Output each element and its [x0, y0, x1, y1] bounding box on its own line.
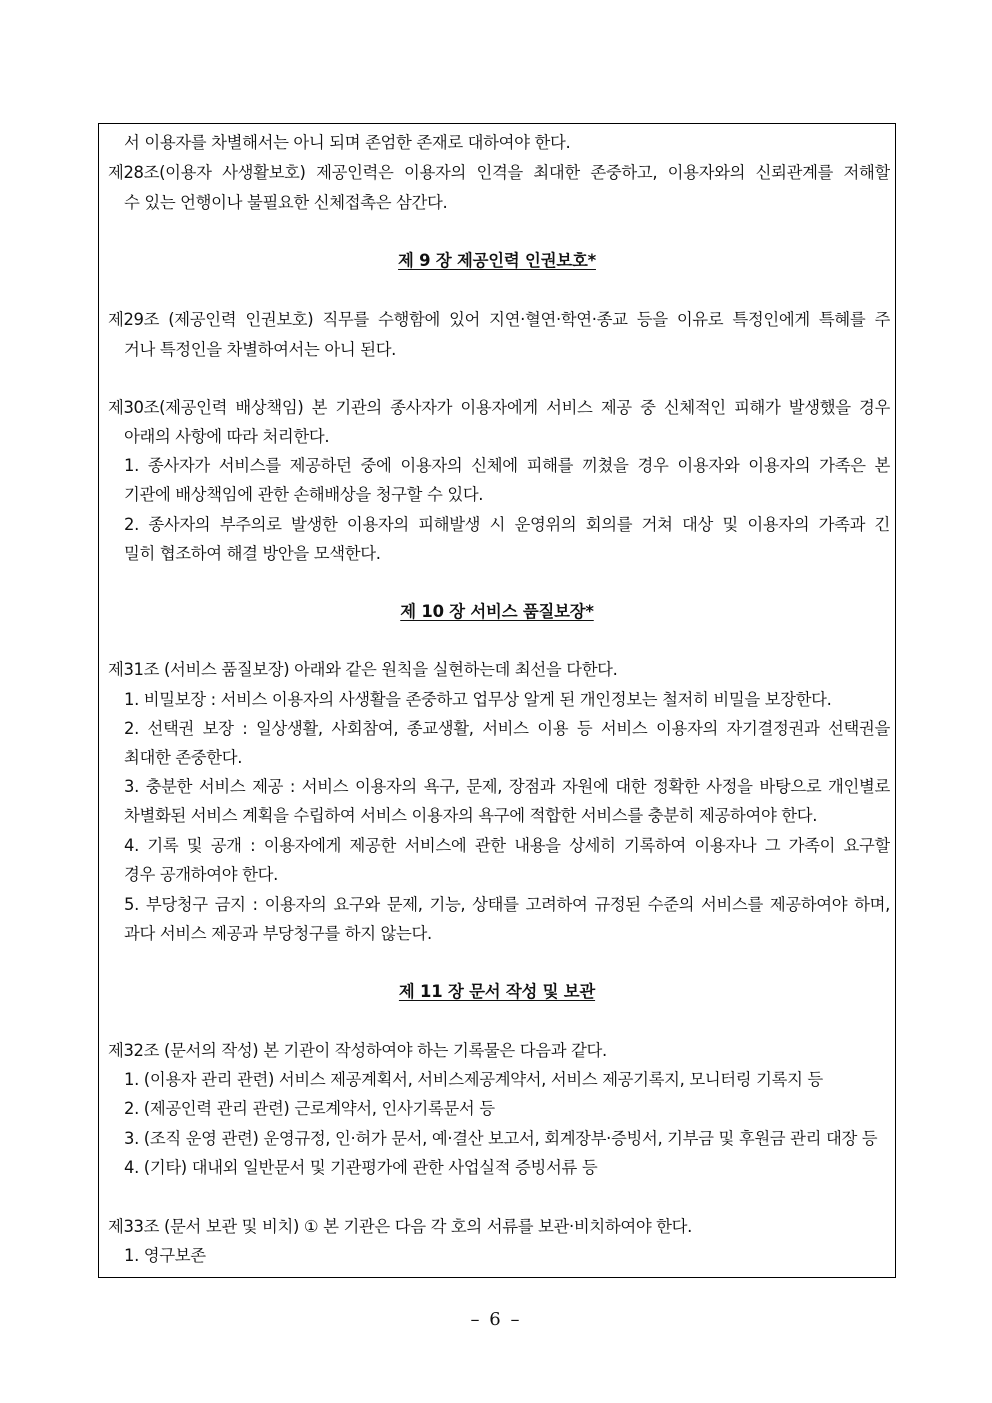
article-32-item-4: 4. (기타) 대내외 일반문서 및 기관평가에 관한 사업실적 증빙서류 등	[124, 1158, 598, 1177]
article-30-item-2-line-2: 밀히 협조하여 해결 방안을 모색한다.	[124, 544, 381, 563]
article-29-line-2: 거나 특정인을 차별하여서는 아니 된다.	[124, 340, 397, 359]
article-31-item-1: 1. 비밀보장 : 서비스 이용자의 사생활을 존중하고 업무상 알게 된 개인정보는 철저히 비밀을 보장한다.	[124, 690, 832, 709]
article-31-line-1: 제31조 (서비스 품질보장) 아래와 같은 원칙을 실현하는데 최선을 다한다.	[108, 660, 618, 679]
article-31-item-3-line-1: 3. 충분한 서비스 제공 : 서비스 이용자의 욕구, 문제, 장점과 자원에 대한 정확한 사정을 바탕으로 개인별로	[124, 777, 890, 796]
article-31-item-3-line-2: 차별화된 서비스 계획을 수립하여 서비스 이용자의 욕구에 적합한 서비스를 충분히 제공하여야 한다.	[124, 806, 818, 825]
article-33-line-1: 제33조 (문서 보관 및 비치) ① 본 기관은 다음 각 호의 서류를 보관·비치하여야 한다.	[108, 1217, 692, 1236]
article-30-item-1-line-2: 기관에 배상책임에 관한 손해배상을 청구할 수 있다.	[124, 485, 484, 504]
chapter-9-title: 제 9 장 제공인력 인권보호*	[398, 251, 596, 270]
chapter-10-title: 제 10 장 서비스 품질보장*	[400, 602, 594, 621]
article-31-item-5-line-1: 5. 부당청구 금지 : 이용자의 요구와 문제, 기능, 상태를 고려하여 규정된 수준의 서비스를 제공하여야 하며,	[124, 895, 890, 914]
article-28-line-1: 제28조(이용자 사생활보호) 제공인력은 이용자의 인격을 최대한 존중하고, 이용자와의 신뢰관계를 저해할	[108, 163, 890, 182]
page-number: – 6 –	[470, 1309, 522, 1330]
article-29-line-1: 제29조 (제공인력 인권보호) 직무를 수행함에 있어 지연·혈연·학연·종교 등을 이유로 특정인에게 특혜를 주	[108, 310, 890, 329]
article-31-item-4-line-1: 4. 기록 및 공개 : 이용자에게 제공한 서비스에 관한 내용을 상세히 기록하여 이용자나 그 가족이 요구할	[124, 836, 890, 855]
article-30-item-2-line-1: 2. 종사자의 부주의로 발생한 이용자의 피해발생 시 운영위의 회의를 거쳐 대상 및 이용자의 가족과 긴	[124, 515, 890, 534]
article-30-line-2: 아래의 사항에 따라 처리한다.	[124, 427, 330, 446]
article-31-item-4-line-2: 경우 공개하여야 한다.	[124, 865, 278, 884]
article-28-line-2: 수 있는 언행이나 불필요한 신체접촉은 삼간다.	[124, 193, 448, 212]
chapter-11-title: 제 11 장 문서 작성 및 보관	[398, 982, 596, 1001]
article-31-item-2-line-1: 2. 선택권 보장 : 일상생활, 사회참여, 종교생활, 서비스 이용 등 서비스 이용자의 자기결정권과 선택권을	[124, 719, 890, 738]
article-31-item-2-line-2: 최대한 존중한다.	[124, 748, 243, 767]
article-32-item-3: 3. (조직 운영 관련) 운영규정, 인·허가 문서, 예·결산 보고서, 회계장부·증빙서, 기부금 및 후원금 관리 대장 등	[124, 1129, 878, 1148]
article-27-continuation: 서 이용자를 차별해서는 아니 되며 존엄한 존재로 대하여야 한다.	[124, 133, 571, 152]
article-30-line-1: 제30조(제공인력 배상책임) 본 기관의 종사자가 이용자에게 서비스 제공 중 신체적인 피해가 발생했을 경우	[108, 398, 890, 417]
article-30-item-1-line-1: 1. 종사자가 서비스를 제공하던 중에 이용자의 신체에 피해를 끼쳤을 경우 이용자와 이용자의 가족은 본	[124, 456, 890, 475]
article-32-item-2: 2. (제공인력 관리 관련) 근로계약서, 인사기록문서 등	[124, 1099, 495, 1118]
article-32-item-1: 1. (이용자 관리 관련) 서비스 제공계획서, 서비스제공계약서, 서비스 제공기록지, 모니터링 기록지 등	[124, 1070, 823, 1089]
article-32-line-1: 제32조 (문서의 작성) 본 기관이 작성하여야 하는 기록물은 다음과 같다.	[108, 1041, 607, 1060]
article-33-item-1: 1. 영구보존	[124, 1246, 206, 1265]
article-31-item-5-line-2: 과다 서비스 제공과 부당청구를 하지 않는다.	[124, 924, 432, 943]
